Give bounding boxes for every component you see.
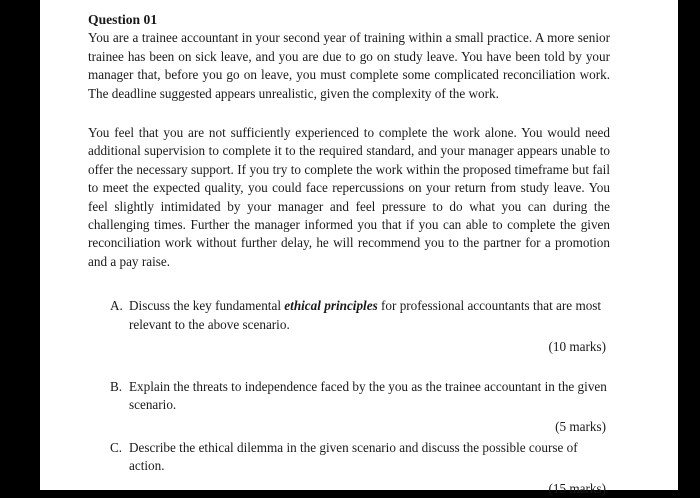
document-page [40, 0, 678, 496]
question-part-c [110, 439, 610, 476]
part-c-letter: C. [110, 439, 123, 455]
part-c-text: Describe the ethical dilemma in the given scenario and discuss the possible course of action. [129, 439, 578, 474]
part-c-marks: (15 marks) [548, 480, 606, 496]
part-a-text-after: for professional accountants that are most relevant to the above scenario. [129, 298, 602, 332]
part-b-marks: (5 marks) [555, 419, 606, 435]
part-a-letter: A. [110, 298, 123, 314]
part-a-text-before: Discuss the key fundamental [129, 298, 285, 314]
part-b-letter: B. [110, 378, 123, 394]
question-part-b [110, 378, 610, 415]
question-parts [88, 297, 610, 498]
part-b-text: Explain the threats to independence faced by the you as the trainee accountant in the given scenario. [129, 378, 607, 412]
question-title: Question 01 [88, 12, 158, 27]
scenario-paragraph-2: You feel that you are not sufficiently experienced to complete the work alone. You would need additional supervision to complete it to the required standard, and your manager appears unable to offer the necessary support. If you try to complete the work within the proposed timeframe but fail to meet the expected quality, you could face repercussions on your return from study leave. You feel slightly intimidated by your manager and feel pressure to do what you can during the challenging times. Further the manager informed you that if you can able to complete the given reconciliation work without further delay, he will recommend you to the partner for a promotion and a pay raise. [88, 125, 610, 269]
scenario-paragraph-1: You are a trainee accountant in your second year of training within a small practice. A more senior trainee has been on sick leave, and you are due to go on study leave. You have been told by your manager that, before you go on leave, you must complete some complicated reconciliation work. The deadline suggested appears unrealistic, given the complexity of the work. [88, 30, 610, 101]
part-a-text [129, 297, 610, 334]
part-a-marks: (10 marks) [548, 339, 606, 355]
question-part-a [110, 297, 610, 334]
question-content [88, 11, 610, 498]
part-a-emphasis: ethical principles [284, 298, 378, 314]
